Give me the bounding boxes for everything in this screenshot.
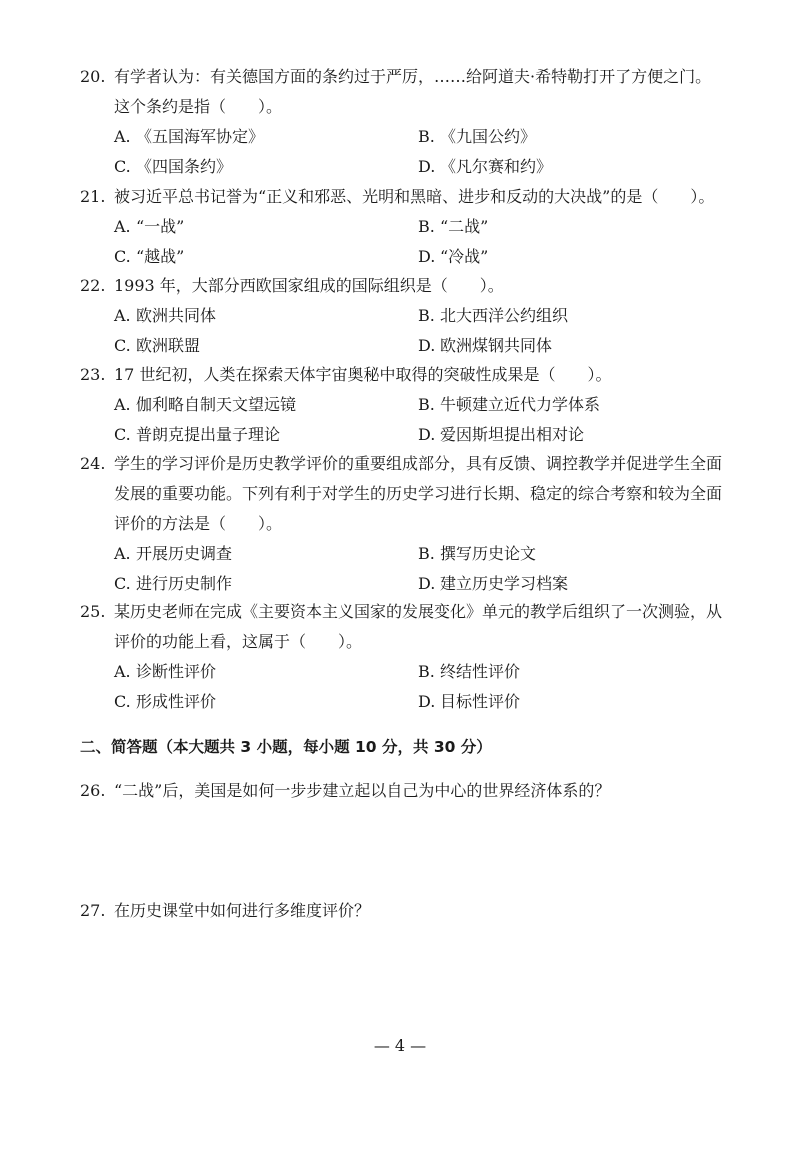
question-number: 27. — [80, 901, 106, 920]
question-text: 被习近平总书记誉为“正义和邪恶、光明和黑暗、进步和反动的大决战”的是（ ）。 — [114, 187, 715, 206]
option-label: B. — [418, 217, 435, 236]
option-label: D. — [418, 157, 436, 176]
question-text: 1993 年，大部分西欧国家组成的国际组织是（ ）。 — [114, 276, 504, 295]
option-text: 目标性评价 — [440, 692, 521, 711]
question-text: 17 世纪初，人类在探索天体宇宙奥秘中取得的突破性成果是（ ）。 — [114, 365, 612, 384]
option-text: 撰写历史论文 — [440, 544, 537, 563]
option-text: “二战” — [440, 217, 489, 236]
option-label: A. — [114, 306, 131, 325]
option-label: B. — [418, 395, 435, 414]
option-text: 《凡尔赛和约》 — [440, 157, 553, 176]
option-b — [418, 122, 722, 152]
option-c — [114, 152, 418, 182]
option-label: A. — [114, 395, 131, 414]
option-text: “一战” — [136, 217, 185, 236]
question-stem — [80, 182, 740, 212]
question-27 — [80, 896, 740, 926]
question-text: 有学者认为：有关德国方面的条约过于严厉，……给阿道夫·希特勒打开了方便之门。 — [114, 67, 712, 86]
option-d — [418, 242, 722, 272]
option-text: 伽利略自制天文望远镜 — [136, 395, 297, 414]
option-text: 诊断性评价 — [136, 662, 217, 681]
option-label: C. — [114, 574, 131, 593]
question-text-continued: 这个条约是指（ ）。 — [114, 97, 283, 116]
option-text: 建立历史学习档案 — [440, 574, 569, 593]
option-label: B. — [418, 662, 435, 681]
option-label: A. — [114, 662, 131, 681]
question-number: 26. — [80, 781, 106, 800]
option-a — [114, 301, 418, 331]
option-text: 普朗克提出量子理论 — [136, 425, 281, 444]
option-label: A. — [114, 127, 131, 146]
question-24 — [80, 449, 740, 599]
option-b — [418, 390, 722, 420]
question-stem — [80, 597, 740, 627]
option-b — [418, 539, 722, 569]
question-text: 某历史老师在完成《主要资本主义国家的发展变化》单元的教学后组织了一次测验，从 — [114, 602, 723, 621]
option-text: 欧洲联盟 — [136, 336, 201, 355]
option-label: C. — [114, 336, 131, 355]
question-text: 在历史课堂中如何进行多维度评价？ — [114, 901, 371, 920]
option-text: 开展历史调查 — [136, 544, 233, 563]
option-label: C. — [114, 157, 131, 176]
question-text-continued-2: 评价的方法是（ ）。 — [114, 514, 283, 533]
option-label: C. — [114, 247, 131, 266]
question-stem — [80, 271, 740, 301]
options — [80, 539, 740, 599]
question-text-continued: 发展的重要功能。下列有利于对学生的历史学习进行长期、稳定的综合考察和较为全面 — [114, 484, 723, 503]
option-label: B. — [418, 127, 435, 146]
question-stem — [80, 360, 740, 390]
question-stem — [80, 449, 740, 479]
option-c — [114, 420, 418, 450]
question-number: 21. — [80, 187, 106, 206]
option-c — [114, 687, 418, 717]
option-text: 《九国公约》 — [440, 127, 537, 146]
option-a — [114, 539, 418, 569]
option-text: 《五国海军协定》 — [136, 127, 265, 146]
option-d — [418, 331, 722, 361]
question-20 — [80, 62, 740, 182]
page-number: — 4 — — [373, 1036, 427, 1055]
option-d — [418, 687, 722, 717]
option-text: 欧洲煤钢共同体 — [440, 336, 553, 355]
question-stem — [80, 62, 740, 92]
option-b — [418, 657, 722, 687]
question-23 — [80, 360, 740, 450]
option-text: 《四国条约》 — [136, 157, 233, 176]
option-a — [114, 122, 418, 152]
option-label: D. — [418, 425, 436, 444]
options — [80, 122, 740, 182]
option-label: D. — [418, 692, 436, 711]
option-text: 终结性评价 — [440, 662, 521, 681]
options — [80, 657, 740, 717]
option-a — [114, 212, 418, 242]
option-label: D. — [418, 336, 436, 355]
question-21 — [80, 182, 740, 272]
option-a — [114, 390, 418, 420]
option-text: “越战” — [136, 247, 185, 266]
option-c — [114, 331, 418, 361]
question-26 — [80, 776, 740, 806]
question-number: 24. — [80, 454, 106, 473]
option-d — [418, 569, 722, 599]
option-c — [114, 242, 418, 272]
option-text: 爱因斯坦提出相对论 — [440, 425, 585, 444]
option-text: 北大西洋公约组织 — [440, 306, 569, 325]
option-label: C. — [114, 425, 131, 444]
question-text: 学生的学习评价是历史教学评价的重要组成部分，具有反馈、调控教学并促进学生全面 — [114, 454, 723, 473]
option-label: D. — [418, 574, 436, 593]
question-22 — [80, 271, 740, 361]
question-number: 20. — [80, 67, 106, 86]
question-number: 23. — [80, 365, 106, 384]
option-text: 牛顿建立近代力学体系 — [440, 395, 601, 414]
question-text: “二战”后，美国是如何一步步建立起以自己为中心的世界经济体系的？ — [114, 781, 611, 800]
option-label: B. — [418, 544, 435, 563]
question-stem — [80, 776, 740, 806]
option-a — [114, 657, 418, 687]
option-label: A. — [114, 544, 131, 563]
option-d — [418, 152, 722, 182]
options — [80, 390, 740, 450]
option-d — [418, 420, 722, 450]
options — [80, 301, 740, 361]
option-text: 进行历史制作 — [136, 574, 233, 593]
options — [80, 212, 740, 272]
question-number: 22. — [80, 276, 106, 295]
option-label: C. — [114, 692, 131, 711]
question-stem — [80, 896, 740, 926]
option-label: A. — [114, 217, 131, 236]
option-label: B. — [418, 306, 435, 325]
option-b — [418, 301, 722, 331]
question-25 — [80, 597, 740, 717]
question-text-continued: 评价的功能上看，这属于（ ）。 — [114, 632, 363, 651]
option-text: “冷战” — [440, 247, 489, 266]
option-b — [418, 212, 722, 242]
question-number: 25. — [80, 602, 106, 621]
option-c — [114, 569, 418, 599]
option-text: 形成性评价 — [136, 692, 217, 711]
option-text: 欧洲共同体 — [136, 306, 217, 325]
section-title: 二、简答题（本大题共 3 小题，每小题 10 分，共 30 分） — [80, 738, 492, 756]
option-label: D. — [418, 247, 436, 266]
